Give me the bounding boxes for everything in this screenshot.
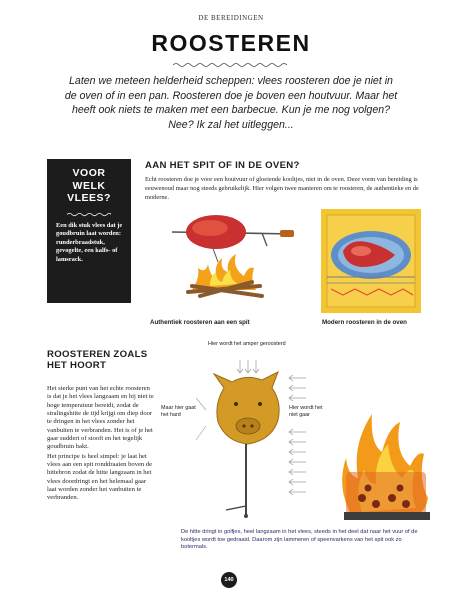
side-heat-arrows bbox=[289, 375, 306, 495]
top-heat-arrows bbox=[237, 360, 259, 373]
sidebar-title-line: WELK bbox=[72, 179, 106, 192]
spit-heading: AAN HET SPIT OF IN DE OVEN? bbox=[145, 160, 300, 171]
oven-roast-illustration bbox=[321, 209, 421, 313]
title-wave-divider bbox=[173, 62, 289, 68]
sidebar-title-line: VLEES? bbox=[67, 192, 111, 204]
sidebar-title bbox=[47, 167, 131, 205]
sidebar-text: Een dik stuk vlees dat je goudbruin laat worden: runderbraadstuk, gevogelte, een kalfs- of lamsrack. bbox=[56, 222, 123, 263]
caption-oven: Modern roosteren in de oven bbox=[322, 319, 407, 326]
caption-spit: Authentiek roosteren aan een spit bbox=[150, 319, 250, 326]
sidebar-wave-divider bbox=[67, 212, 111, 217]
diagram-left-label: Maar hier gaat het hard bbox=[161, 405, 196, 418]
diagram-caption: De hitte dringt in golfjes, heel langzaam in het vlees, steeds in het deel dat naar het vuur of de kooltjes wordt toe gedraaid. Daarom zijn lammeren of speenvarkens van het spit ook zo botermals. bbox=[181, 529, 418, 551]
diagram-right-label: Hier wordt het niet gaar bbox=[289, 405, 323, 418]
sidebar-box bbox=[47, 159, 131, 303]
sidebar-title-line: VOOR bbox=[72, 167, 106, 179]
roost-paragraph: Het sterke punt van het echte roosteren is dat je het vlees langzaam en bij niet te hoge temperatuur bereidt, zodat de stralingshitte de tijd krijgt om diep door te dringen in het vlees zonder het vanbuiten te verbranden. Het is of je het gaar suddert of stooft en het tegelijk goudbruin bakt. bbox=[47, 385, 154, 451]
spit-text: Echt roosteren doe je voor een houtvuur of gloeiende kooltjes, niet in de oven. Deze vorm van bereiding is eeuwenoud maar nog steeds gebruikelijk. Hier volgen twee manieren om te roosteren, de authentieke en de moderne. bbox=[145, 176, 419, 201]
diagram-top-label: Hier wordt het amper geroosterd bbox=[208, 341, 286, 347]
roost-paragraph: Het principe is heel simpel: je laat het vlees aan een spit ronddraaien boven de hittebron zodat de hitte langzaam in het vlees doordringt en het helemaal gaar laat worden zonder het vanbuiten te verbranden. bbox=[47, 452, 153, 502]
heat-diagram-illustration bbox=[196, 348, 440, 530]
section-label: DE BEREIDINGEN bbox=[198, 14, 264, 22]
roost-body bbox=[47, 385, 155, 504]
page-number: 140 bbox=[221, 572, 237, 588]
roost-heading: ROOSTEREN ZOALS HET HOORT bbox=[47, 349, 148, 371]
page-title: ROOSTEREN bbox=[151, 30, 311, 56]
spit-roast-illustration bbox=[152, 206, 304, 318]
intro-text: Laten we meteen helderheid scheppen: vlees roosteren doe je niet in de oven of in een pan. Roosteren doe je boven een houtvuur. Maar het heeft ook niets te maken met een barbecue. Kun je me nog volgen? Nee? Ik zal het uitleggen... bbox=[64, 75, 398, 131]
